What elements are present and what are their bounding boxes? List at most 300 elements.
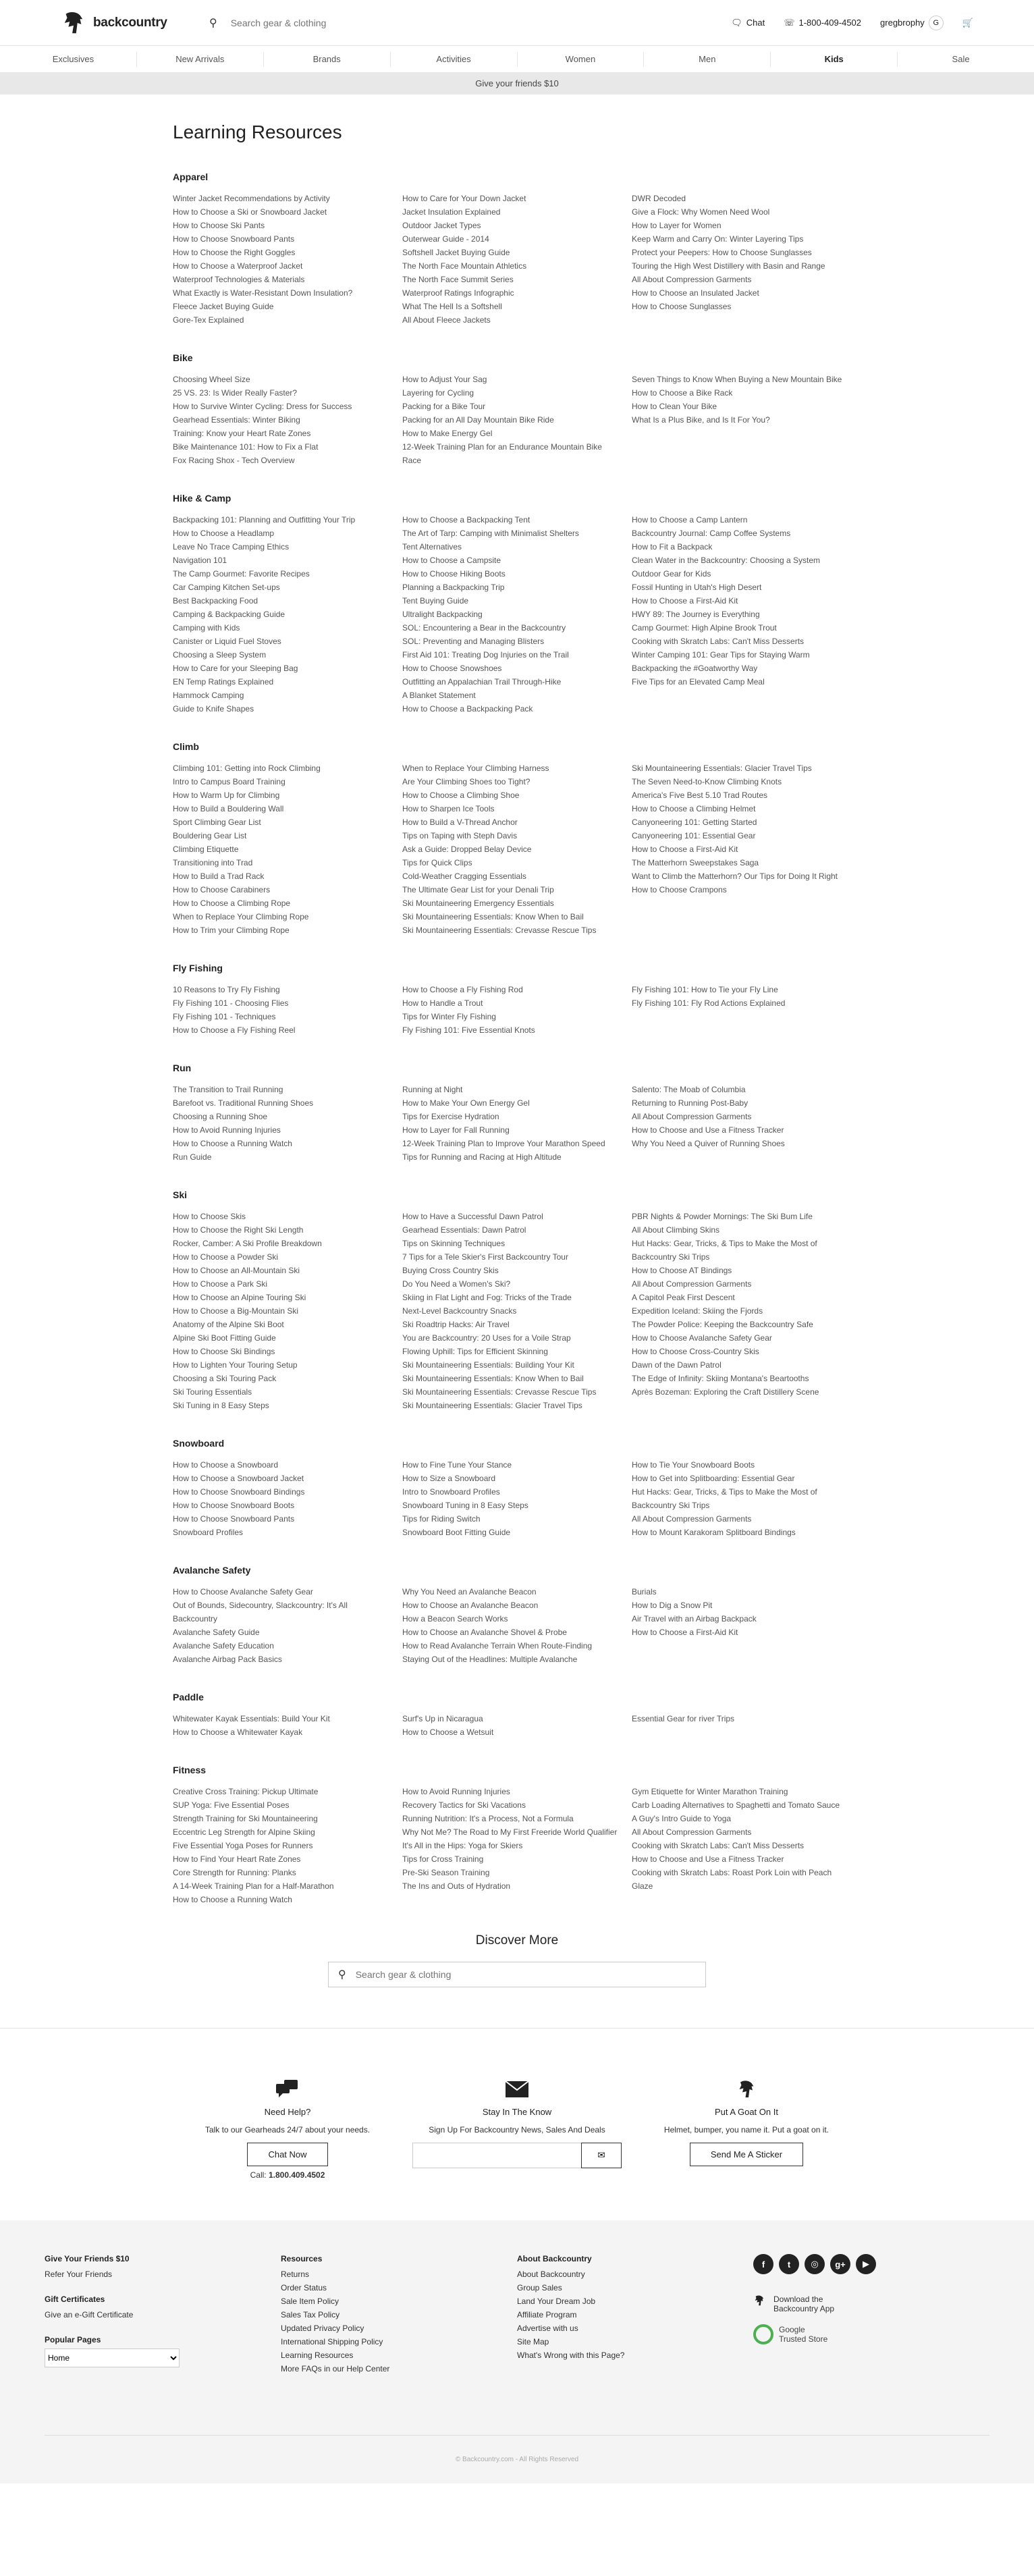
resource-link[interactable]: Dawn of the Dawn Patrol (632, 1360, 722, 1370)
youtube-icon[interactable]: ▶ (856, 2254, 876, 2274)
resource-link[interactable]: Outfitting an Appalachian Trail Through-Hike (402, 677, 562, 687)
resource-link[interactable]: Camp Gourmet: High Alpine Brook Trout (632, 623, 777, 633)
resource-link[interactable]: Hut Hacks: Gear, Tricks, & Tips to Make the Most of Backcountry Ski Trips (632, 1487, 817, 1510)
resource-link[interactable]: Training: Know your Heart Rate Zones (173, 429, 311, 438)
about-link-about-backcountry[interactable]: About Backcountry (517, 2270, 585, 2279)
resource-link[interactable]: Packing for a Bike Tour (402, 402, 486, 411)
resource-link[interactable]: All About Climbing Skins (632, 1225, 720, 1235)
resource-link[interactable]: How to Choose a First-Aid Kit (632, 1628, 738, 1637)
resource-link[interactable]: Outerwear Guide - 2014 (402, 234, 489, 244)
resource-link[interactable]: How to Choose a Climbing Helmet (632, 804, 756, 813)
resource-link[interactable]: Ski Mountaineering Essentials: Glacier Travel Tips (402, 1401, 582, 1410)
resource-link[interactable]: Climbing Etiquette (173, 844, 239, 854)
resource-link[interactable]: How to Handle a Trout (402, 998, 483, 1008)
resource-link[interactable]: 12-Week Training Plan to Improve Your Marathon Speed (402, 1139, 605, 1148)
resource-link[interactable]: SOL: Preventing and Managing Blisters (402, 637, 545, 646)
resource-link[interactable]: How to Choose a First-Aid Kit (632, 596, 738, 606)
resource-link[interactable]: How to Choose Carabiners (173, 885, 271, 894)
resource-link[interactable]: Softshell Jacket Buying Guide (402, 248, 510, 257)
resource-link[interactable]: How to Choose Snowboard Pants (173, 1514, 295, 1524)
resource-link[interactable]: How to Mount Karakoram Splitboard Bindings (632, 1528, 796, 1537)
resource-link[interactable]: How to Find Your Heart Rate Zones (173, 1854, 301, 1864)
resource-link[interactable]: Canister or Liquid Fuel Stoves (173, 637, 281, 646)
resource-link[interactable]: Snowboard Boot Fitting Guide (402, 1528, 511, 1537)
resource-link[interactable]: A 14-Week Training Plan for a Half-Marathon (173, 1881, 334, 1891)
resource-link[interactable]: How to Choose and Use a Fitness Tracker (632, 1125, 784, 1135)
resource-link[interactable]: Ski Mountaineering Essentials: Glacier Travel Tips (632, 763, 812, 773)
resource-link[interactable]: How to Choose a Bike Rack (632, 388, 733, 398)
resource-link[interactable]: Clean Water in the Backcountry: Choosing a System (632, 556, 821, 565)
resource-link[interactable]: Avalanche Airbag Pack Basics (173, 1655, 282, 1664)
about-link-group-sales[interactable]: Group Sales (517, 2283, 562, 2292)
resource-link[interactable]: Fly Fishing 101 - Choosing Flies (173, 998, 289, 1008)
resource-link[interactable]: Surf's Up in Nicaragua (402, 1714, 483, 1723)
resource-link[interactable]: Ski Touring Essentials (173, 1387, 252, 1397)
resource-link[interactable]: How to Dig a Snow Pit (632, 1601, 713, 1610)
resource-link[interactable]: Fly Fishing 101: Fly Rod Actions Explained (632, 998, 786, 1008)
resource-link[interactable]: Eccentric Leg Strength for Alpine Skiing (173, 1827, 315, 1837)
resource-link[interactable]: Sport Climbing Gear List (173, 817, 261, 827)
resource-link[interactable]: How to Choose an Avalanche Beacon (402, 1601, 539, 1610)
resource-link[interactable]: Gym Etiquette for Winter Marathon Training (632, 1787, 788, 1796)
resource-link[interactable]: Waterproof Ratings Infographic (402, 288, 514, 298)
nav-item-women[interactable]: Women (518, 52, 645, 67)
resource-link[interactable]: Essential Gear for river Trips (632, 1714, 735, 1723)
resource-link[interactable]: Ski Mountaineering Essentials: Know When to Bail (402, 912, 584, 921)
resource-link[interactable]: The Ins and Outs of Hydration (402, 1881, 511, 1891)
resource-link[interactable]: Choosing a Sleep System (173, 650, 267, 660)
logo[interactable] (61, 9, 209, 36)
nav-item-brands[interactable]: Brands (264, 52, 391, 67)
resource-link[interactable]: How to Choose and Use a Fitness Tracker (632, 1854, 784, 1864)
resource-link[interactable]: How to Choose the Right Ski Length (173, 1225, 304, 1235)
resource-link[interactable]: Ski Mountaineering Essentials: Crevasse Rescue Tips (402, 925, 597, 935)
resource-link[interactable]: Tips for Running and Racing at High Altitude (402, 1152, 562, 1162)
resource-link[interactable]: How to Build a V-Thread Anchor (402, 817, 518, 827)
twitter-icon[interactable]: t (779, 2254, 799, 2274)
resource-link[interactable]: How to Choose a Backpacking Tent (402, 515, 530, 525)
resource-link[interactable]: Planning a Backpacking Trip (402, 583, 505, 592)
resource-link[interactable]: Leave No Trace Camping Ethics (173, 542, 290, 552)
resource-link[interactable]: Cooking with Skratch Labs: Roast Pork Loin with Peach Glaze (632, 1868, 832, 1891)
resource-link[interactable]: Climbing 101: Getting into Rock Climbing (173, 763, 321, 773)
resource-link[interactable]: How to Choose an Avalanche Shovel & Probe (402, 1628, 567, 1637)
resource-link[interactable]: Intro to Campus Board Training (173, 777, 285, 786)
resource-link[interactable]: Hut Hacks: Gear, Tricks, & Tips to Make the Most of Backcountry Ski Trips (632, 1239, 817, 1262)
resource-link[interactable]: Tips for Quick Clips (402, 858, 472, 867)
resource-link[interactable]: Fossil Hunting in Utah's High Desert (632, 583, 762, 592)
resource-link[interactable]: How to Choose a Climbing Rope (173, 898, 291, 908)
resource-link[interactable]: Fly Fishing 101: How to Tie your Fly Line (632, 985, 778, 994)
resource-link[interactable]: What Exactly is Water-Resistant Down Insulation? (173, 288, 353, 298)
resource-link[interactable]: How to Choose a Climbing Shoe (402, 790, 520, 800)
resource-link[interactable]: How to Choose a Fly Fishing Reel (173, 1025, 296, 1035)
resources-link-international-shipping-policy[interactable]: International Shipping Policy (281, 2337, 383, 2346)
resource-link[interactable]: Alpine Ski Boot Fitting Guide (173, 1333, 276, 1343)
send-sticker-button[interactable]: Send Me A Sticker (690, 2143, 803, 2166)
resource-link[interactable]: Choosing a Ski Touring Pack (173, 1374, 277, 1383)
resource-link[interactable]: Packing for an All Day Mountain Bike Ride (402, 415, 554, 425)
resources-link-order-status[interactable]: Order Status (281, 2283, 327, 2292)
about-link-what-s-wrong-with-this-page[interactable]: What's Wrong with this Page? (517, 2351, 625, 2360)
resource-link[interactable]: How to Choose an Alpine Touring Ski (173, 1293, 306, 1302)
resources-link-updated-privacy-policy[interactable]: Updated Privacy Policy (281, 2324, 364, 2333)
instagram-icon[interactable]: ◎ (805, 2254, 825, 2274)
resource-link[interactable]: How to Choose a Whitewater Kayak (173, 1727, 303, 1737)
resource-link[interactable]: Outdoor Gear for Kids (632, 569, 711, 579)
resource-link[interactable]: Gearhead Essentials: Winter Biking (173, 415, 300, 425)
resource-link[interactable]: Why Not Me? The Road to My First Freeride World Qualifier (402, 1827, 618, 1837)
resource-link[interactable]: Ski Mountaineering Essentials: Building Your Kit (402, 1360, 574, 1370)
resources-link-learning-resources[interactable]: Learning Resources (281, 2351, 354, 2360)
resource-link[interactable]: How to Warm Up for Climbing (173, 790, 280, 800)
resource-link[interactable]: Cooking with Skratch Labs: Can't Miss Desserts (632, 1841, 805, 1850)
resource-link[interactable]: Tips for Exercise Hydration (402, 1112, 499, 1121)
resource-link[interactable]: Protect your Peepers: How to Choose Sunglasses (632, 248, 812, 257)
resource-link[interactable]: How to Choose a Powder Ski (173, 1252, 279, 1262)
resource-link[interactable]: Returning to Running Post-Baby (632, 1098, 749, 1108)
resource-link[interactable]: Tips for Riding Switch (402, 1514, 481, 1524)
resource-link[interactable]: How to Size a Snowboard (402, 1474, 496, 1483)
resource-link[interactable]: How to Choose a Headlamp (173, 529, 275, 538)
resource-link[interactable]: All About Compression Garments (632, 1514, 752, 1524)
resource-link[interactable]: Winter Jacket Recommendations by Activity (173, 194, 330, 203)
resource-link[interactable]: Jacket Insulation Explained (402, 207, 501, 217)
resource-link[interactable]: How to Get into Splitboarding: Essential Gear (632, 1474, 795, 1483)
resource-link[interactable]: How a Beacon Search Works (402, 1614, 508, 1624)
resource-link[interactable]: Cold-Weather Cragging Essentials (402, 871, 526, 881)
resource-link[interactable]: How to Adjust Your Sag (402, 375, 487, 384)
popular-pages-select[interactable] (45, 2349, 180, 2367)
resource-link[interactable]: Outdoor Jacket Types (402, 221, 481, 230)
resource-link[interactable]: How to Sharpen Ice Tools (402, 804, 495, 813)
resource-link[interactable]: How to Choose a Ski or Snowboard Jacket (173, 207, 327, 217)
resource-link[interactable]: How to Survive Winter Cycling: Dress for Success (173, 402, 352, 411)
resource-link[interactable]: How to Choose a Running Watch (173, 1139, 292, 1148)
newsletter-email-input[interactable] (412, 2143, 581, 2168)
resource-link[interactable]: Fleece Jacket Buying Guide (173, 302, 274, 311)
search-icon[interactable]: ⚲ (338, 1969, 346, 1981)
resource-link[interactable]: Tent Alternatives (402, 542, 462, 552)
resource-link[interactable]: Give a Flock: Why Women Need Wool (632, 207, 770, 217)
resource-link[interactable]: How to Choose a Campsite (402, 556, 501, 565)
about-link-site-map[interactable]: Site Map (517, 2337, 549, 2346)
resource-link[interactable]: Creative Cross Training: Pickup Ultimate (173, 1787, 319, 1796)
nav-item-kids[interactable]: Kids (771, 52, 898, 67)
resource-link[interactable]: Backpacking the #Goatworthy Way (632, 664, 758, 673)
resource-link[interactable]: DWR Decoded (632, 194, 686, 203)
resource-link[interactable]: The Edge of Infinity: Skiing Montana's Beartooths (632, 1374, 809, 1383)
discover-search-input[interactable] (356, 1969, 696, 1980)
resource-link[interactable]: PBR Nights & Powder Mornings: The Ski Bum Life (632, 1212, 813, 1221)
resource-link[interactable]: Running at Night (402, 1085, 463, 1094)
resource-link[interactable]: Five Tips for an Elevated Camp Meal (632, 677, 765, 687)
resource-link[interactable]: SUP Yoga: Five Essential Poses (173, 1800, 290, 1810)
resource-link[interactable]: How to Choose Crampons (632, 885, 727, 894)
resource-link[interactable]: Backcountry Journal: Camp Coffee Systems (632, 529, 791, 538)
resource-link[interactable]: How to Choose a Big-Mountain Ski (173, 1306, 299, 1316)
facebook-icon[interactable]: f (753, 2254, 773, 2274)
resource-link[interactable]: How to Choose an Insulated Jacket (632, 288, 759, 298)
resource-link[interactable]: How to Make Energy Gel (402, 429, 493, 438)
resource-link[interactable]: The Ultimate Gear List for your Denali Trip (402, 885, 554, 894)
resource-link[interactable]: Ski Mountaineering Essentials: Know When to Bail (402, 1374, 584, 1383)
resource-link[interactable]: SOL: Encountering a Bear in the Backcountry (402, 623, 566, 633)
resource-link[interactable]: How to Build a Bouldering Wall (173, 804, 284, 813)
resource-link[interactable]: Skiing in Flat Light and Fog: Tricks of the Trade (402, 1293, 572, 1302)
resource-link[interactable]: The North Face Mountain Athletics (402, 261, 527, 271)
resource-link[interactable]: Tips on Taping with Steph Davis (402, 831, 518, 840)
resource-link[interactable]: Snowboard Tuning in 8 Easy Steps (402, 1501, 528, 1510)
resource-link[interactable]: It's All in the Hips: Yoga for Skiers (402, 1841, 523, 1850)
resource-link[interactable]: The Transition to Trail Running (173, 1085, 283, 1094)
resource-link[interactable]: How to Choose a Waterproof Jacket (173, 261, 303, 271)
resource-link[interactable]: How to Choose a Backpacking Pack (402, 704, 533, 714)
resource-link[interactable]: How to Fine Tune Your Stance (402, 1460, 512, 1470)
resource-link[interactable]: Ultralight Backpacking (402, 610, 483, 619)
resources-link-more-faqs-in-our-help-center[interactable]: More FAQs in our Help Center (281, 2364, 390, 2373)
resource-link[interactable]: Do You Need a Women's Ski? (402, 1279, 511, 1289)
resource-link[interactable]: Out of Bounds, Sidecountry, Slackcountry: It's All Backcountry (173, 1601, 348, 1624)
nav-item-exclusives[interactable]: Exclusives (10, 52, 137, 67)
resource-link[interactable]: Avalanche Safety Education (173, 1641, 274, 1651)
resource-link[interactable]: How to Choose a Running Watch (173, 1895, 292, 1904)
resource-link[interactable]: Canyoneering 101: Getting Started (632, 817, 757, 827)
resource-link[interactable]: America's Five Best 5.10 Trad Routes (632, 790, 768, 800)
resource-link[interactable]: 7 Tips for a Tele Skier's First Backcountry Tour (402, 1252, 568, 1262)
resource-link[interactable]: Ski Mountaineering Essentials: Crevasse Rescue Tips (402, 1387, 597, 1397)
resource-link[interactable]: Layering for Cycling (402, 388, 474, 398)
resource-link[interactable]: How to Choose Cross-Country Skis (632, 1347, 759, 1356)
resource-link[interactable]: The Matterhorn Sweepstakes Saga (632, 858, 759, 867)
resource-link[interactable]: Transitioning into Trad (173, 858, 253, 867)
resource-link[interactable]: Camping with Kids (173, 623, 240, 633)
resource-link[interactable]: How to Clean Your Bike (632, 402, 717, 411)
resource-link[interactable]: Next-Level Backcountry Snacks (402, 1306, 517, 1316)
resource-link[interactable]: A Capitol Peak First Descent (632, 1293, 735, 1302)
resource-link[interactable]: The Seven Need-to-Know Climbing Knots (632, 777, 782, 786)
gift-certificate-link[interactable]: Give an e-Gift Certificate (45, 2310, 134, 2319)
resource-link[interactable]: Strength Training for Ski Mountaineering (173, 1814, 318, 1823)
resource-link[interactable]: Want to Climb the Matterhorn? Our Tips for Doing It Right (632, 871, 838, 881)
resource-link[interactable]: Cooking with Skratch Labs: Can't Miss Desserts (632, 637, 805, 646)
resource-link[interactable]: 25 VS. 23: Is Wider Really Faster? (173, 388, 298, 398)
resource-link[interactable]: When to Replace Your Climbing Harness (402, 763, 549, 773)
resource-link[interactable]: What The Hell Is a Softshell (402, 302, 502, 311)
resource-link[interactable]: Camping & Backpacking Guide (173, 610, 285, 619)
resource-link[interactable]: Run Guide (173, 1152, 212, 1162)
resource-link[interactable]: Snowboard Profiles (173, 1528, 244, 1537)
resource-link[interactable]: 12-Week Training Plan for an Endurance Mountain Bike Race (402, 442, 602, 465)
resource-link[interactable]: Recovery Tactics for Ski Vacations (402, 1800, 526, 1810)
resource-link[interactable]: Ski Mountaineering Emergency Essentials (402, 898, 554, 908)
resource-link[interactable]: Touring the High West Distillery with Basin and Range (632, 261, 825, 271)
resource-link[interactable]: How to Choose the Right Goggles (173, 248, 296, 257)
resource-link[interactable]: First Aid 101: Treating Dog Injuries on the Trail (402, 650, 569, 660)
resource-link[interactable]: How to Avoid Running Injuries (402, 1787, 510, 1796)
resource-link[interactable]: How to Choose a First-Aid Kit (632, 844, 738, 854)
resource-link[interactable]: How to Lighten Your Touring Setup (173, 1360, 298, 1370)
resource-link[interactable]: Salento: The Moab of Columbia (632, 1085, 746, 1094)
resource-link[interactable]: Keep Warm and Carry On: Winter Layering Tips (632, 234, 804, 244)
resource-link[interactable]: How to Choose a Snowboard (173, 1460, 279, 1470)
resource-link[interactable]: The North Face Summit Series (402, 275, 514, 284)
resource-link[interactable]: Bike Maintenance 101: How to Fix a Flat (173, 442, 319, 452)
resource-link[interactable]: Winter Camping 101: Gear Tips for Staying Warm (632, 650, 810, 660)
resource-link[interactable]: How to Choose AT Bindings (632, 1266, 732, 1275)
resource-link[interactable]: Best Backpacking Food (173, 596, 258, 606)
nav-item-new-arrivals[interactable]: New Arrivals (137, 52, 264, 67)
resource-link[interactable]: How to Trim your Climbing Rope (173, 925, 290, 935)
resource-link[interactable]: A Blanket Statement (402, 691, 476, 700)
search-input[interactable] (231, 18, 501, 28)
resource-link[interactable]: How to Choose a Wetsuit (402, 1727, 494, 1737)
resource-link[interactable]: Choosing a Running Shoe (173, 1112, 268, 1121)
resource-link[interactable]: Fox Racing Shox - Tech Overview (173, 456, 295, 465)
about-link-advertise-with-us[interactable]: Advertise with us (517, 2324, 578, 2333)
resource-link[interactable]: Running Nutrition: It's a Process, Not a Formula (402, 1814, 574, 1823)
resources-link-returns[interactable]: Returns (281, 2270, 310, 2279)
cart-icon[interactable]: 🛒 (962, 17, 973, 28)
googleplus-icon[interactable]: g+ (830, 2254, 850, 2274)
resource-link[interactable]: What Is a Plus Bike, and Is It For You? (632, 415, 770, 425)
resource-link[interactable]: Tips for Cross Training (402, 1854, 484, 1864)
resource-link[interactable]: Gore-Tex Explained (173, 315, 244, 325)
resource-link[interactable]: How to Choose Avalanche Safety Gear (632, 1333, 772, 1343)
newsletter-submit-button[interactable] (581, 2143, 622, 2168)
resource-link[interactable]: Guide to Knife Shapes (173, 704, 254, 714)
nav-item-activities[interactable]: Activities (391, 52, 518, 67)
resource-link[interactable]: HWY 89: The Journey is Everything (632, 610, 760, 619)
call-number[interactable]: 1.800.409.4502 (268, 2170, 325, 2180)
resource-link[interactable]: Five Essential Yoga Poses for Runners (173, 1841, 313, 1850)
resource-link[interactable]: How to Avoid Running Injuries (173, 1125, 281, 1135)
resource-link[interactable]: How to Care for your Sleeping Bag (173, 664, 298, 673)
chat-now-button[interactable]: Chat Now (247, 2143, 327, 2166)
resource-link[interactable]: Ski Roadtrip Hacks: Air Travel (402, 1320, 510, 1329)
resource-link[interactable]: Core Strength for Running: Planks (173, 1868, 296, 1877)
resource-link[interactable]: How to Layer for Fall Running (402, 1125, 510, 1135)
resource-link[interactable]: Anatomy of the Alpine Ski Boot (173, 1320, 284, 1329)
resource-link[interactable]: Burials (632, 1587, 657, 1596)
resources-link-sale-item-policy[interactable]: Sale Item Policy (281, 2297, 339, 2306)
resource-link[interactable]: Tips for Winter Fly Fishing (402, 1012, 496, 1021)
resource-link[interactable]: How to Choose Ski Pants (173, 221, 265, 230)
resource-link[interactable]: Ski Tuning in 8 Easy Steps (173, 1401, 269, 1410)
resource-link[interactable]: The Camp Gourmet: Favorite Recipes (173, 569, 310, 579)
resource-link[interactable]: How to Fit a Backpack (632, 542, 713, 552)
resource-link[interactable]: Gearhead Essentials: Dawn Patrol (402, 1225, 526, 1235)
promo-banner[interactable]: Give your friends $10 (0, 73, 1034, 95)
resource-link[interactable]: Canyoneering 101: Essential Gear (632, 831, 756, 840)
resource-link[interactable]: How to Choose Snowboard Pants (173, 234, 295, 244)
resource-link[interactable]: Car Camping Kitchen Set-ups (173, 583, 280, 592)
resource-link[interactable]: Flowing Uphill: Tips for Efficient Skinning (402, 1347, 548, 1356)
resource-link[interactable]: How to Choose Sunglasses (632, 302, 732, 311)
resource-link[interactable]: Tips on Skinning Techniques (402, 1239, 506, 1248)
resource-link[interactable]: How to Choose a Fly Fishing Rod (402, 985, 523, 994)
resource-link[interactable]: EN Temp Ratings Explained (173, 677, 274, 687)
resource-link[interactable]: Whitewater Kayak Essentials: Build Your Kit (173, 1714, 330, 1723)
chat-link[interactable]: 🗨 Chat (731, 17, 765, 28)
resource-link[interactable]: Après Bozeman: Exploring the Craft Distillery Scene (632, 1387, 819, 1397)
resource-link[interactable]: You are Backcountry: 20 Uses for a Voile Strap (402, 1333, 571, 1343)
resource-link[interactable]: Fly Fishing 101 - Techniques (173, 1012, 276, 1021)
resource-link[interactable]: All About Compression Garments (632, 1827, 752, 1837)
resource-link[interactable]: All About Compression Garments (632, 275, 752, 284)
resource-link[interactable]: How to Choose Avalanche Safety Gear (173, 1587, 313, 1596)
resource-link[interactable]: How to Build a Trad Rack (173, 871, 265, 881)
resource-link[interactable]: How to Choose Hiking Boots (402, 569, 506, 579)
resource-link[interactable]: How to Choose Snowshoes (402, 664, 502, 673)
resource-link[interactable]: How to Choose Skis (173, 1212, 246, 1221)
resource-link[interactable]: Fly Fishing 101: Five Essential Knots (402, 1025, 535, 1035)
resource-link[interactable]: The Powder Police: Keeping the Backcountry Safe (632, 1320, 813, 1329)
resource-link[interactable]: How to Choose Snowboard Boots (173, 1501, 295, 1510)
resource-link[interactable]: Avalanche Safety Guide (173, 1628, 260, 1637)
resource-link[interactable]: Tent Buying Guide (402, 596, 469, 606)
nav-item-men[interactable]: Men (644, 52, 771, 67)
resources-link-sales-tax-policy[interactable]: Sales Tax Policy (281, 2310, 340, 2319)
search-icon[interactable]: ⚲ (209, 17, 217, 29)
resource-link[interactable]: A Guy's Intro Guide to Yoga (632, 1814, 732, 1823)
resource-link[interactable]: Intro to Snowboard Profiles (402, 1487, 500, 1497)
resource-link[interactable]: Bouldering Gear List (173, 831, 247, 840)
resource-link[interactable]: Rocker, Camber: A Ski Profile Breakdown (173, 1239, 322, 1248)
account-menu[interactable]: gregbrophy G (880, 16, 944, 30)
resource-link[interactable]: Expedition Iceland: Skiing the Fjords (632, 1306, 763, 1316)
resource-link[interactable]: Navigation 101 (173, 556, 227, 565)
resource-link[interactable]: How to Make Your Own Energy Gel (402, 1098, 530, 1108)
resource-link[interactable]: Waterproof Technologies & Materials (173, 275, 305, 284)
resource-link[interactable]: Pre-Ski Season Training (402, 1868, 490, 1877)
refer-friends-link[interactable]: Refer Your Friends (45, 2270, 113, 2279)
resource-link[interactable]: When to Replace Your Climbing Rope (173, 912, 309, 921)
resource-link[interactable]: Hammock Camping (173, 691, 244, 700)
nav-item-sale[interactable]: Sale (952, 53, 970, 64)
resource-link[interactable]: All About Compression Garments (632, 1279, 752, 1289)
resource-link[interactable]: 10 Reasons to Try Fly Fishing (173, 985, 280, 994)
resource-link[interactable]: Why You Need an Avalanche Beacon (402, 1587, 537, 1596)
resource-link[interactable]: How to Choose a Park Ski (173, 1279, 268, 1289)
resource-link[interactable]: The Art of Tarp: Camping with Minimalist Shelters (402, 529, 579, 538)
resource-link[interactable]: How to Layer for Women (632, 221, 722, 230)
resource-link[interactable]: Staying Out of the Headlines: Multiple Avalanche (402, 1655, 578, 1664)
resource-link[interactable]: All About Compression Garments (632, 1112, 752, 1121)
resource-link[interactable]: Backpacking 101: Planning and Outfitting Your Trip (173, 515, 356, 525)
resource-link[interactable]: Are Your Climbing Shoes too Tight? (402, 777, 530, 786)
resource-link[interactable]: All About Fleece Jackets (402, 315, 491, 325)
resource-link[interactable]: Seven Things to Know When Buying a New Mountain Bike (632, 375, 842, 384)
resource-link[interactable]: How to Choose a Camp Lantern (632, 515, 748, 525)
resource-link[interactable]: Carb Loading Alternatives to Spaghetti and Tomato Sauce (632, 1800, 840, 1810)
resource-link[interactable]: How to Read Avalanche Terrain When Route-Finding (402, 1641, 593, 1651)
about-link-land-your-dream-job[interactable]: Land Your Dream Job (517, 2297, 596, 2306)
resource-link[interactable]: Barefoot vs. Traditional Running Shoes (173, 1098, 314, 1108)
google-trusted-store[interactable]: Google Trusted Store (753, 2324, 989, 2344)
phone-link[interactable]: ☏ 1-800-409-4502 (784, 17, 862, 28)
resource-link[interactable]: Choosing Wheel Size (173, 375, 250, 384)
resource-link[interactable]: How to Tie Your Snowboard Boots (632, 1460, 755, 1470)
resource-link[interactable]: Why You Need a Quiver of Running Shoes (632, 1139, 785, 1148)
resource-link[interactable]: Buying Cross Country Skis (402, 1266, 499, 1275)
resource-link[interactable]: Ask a Guide: Dropped Belay Device (402, 844, 532, 854)
about-link-affiliate-program[interactable]: Affiliate Program (517, 2310, 577, 2319)
resource-link[interactable]: How to Choose an All-Mountain Ski (173, 1266, 300, 1275)
resource-link[interactable]: How to Choose Snowboard Bindings (173, 1487, 305, 1497)
resource-link[interactable]: How to Choose a Snowboard Jacket (173, 1474, 304, 1483)
app-download[interactable]: Download the Backcountry App (753, 2295, 989, 2313)
